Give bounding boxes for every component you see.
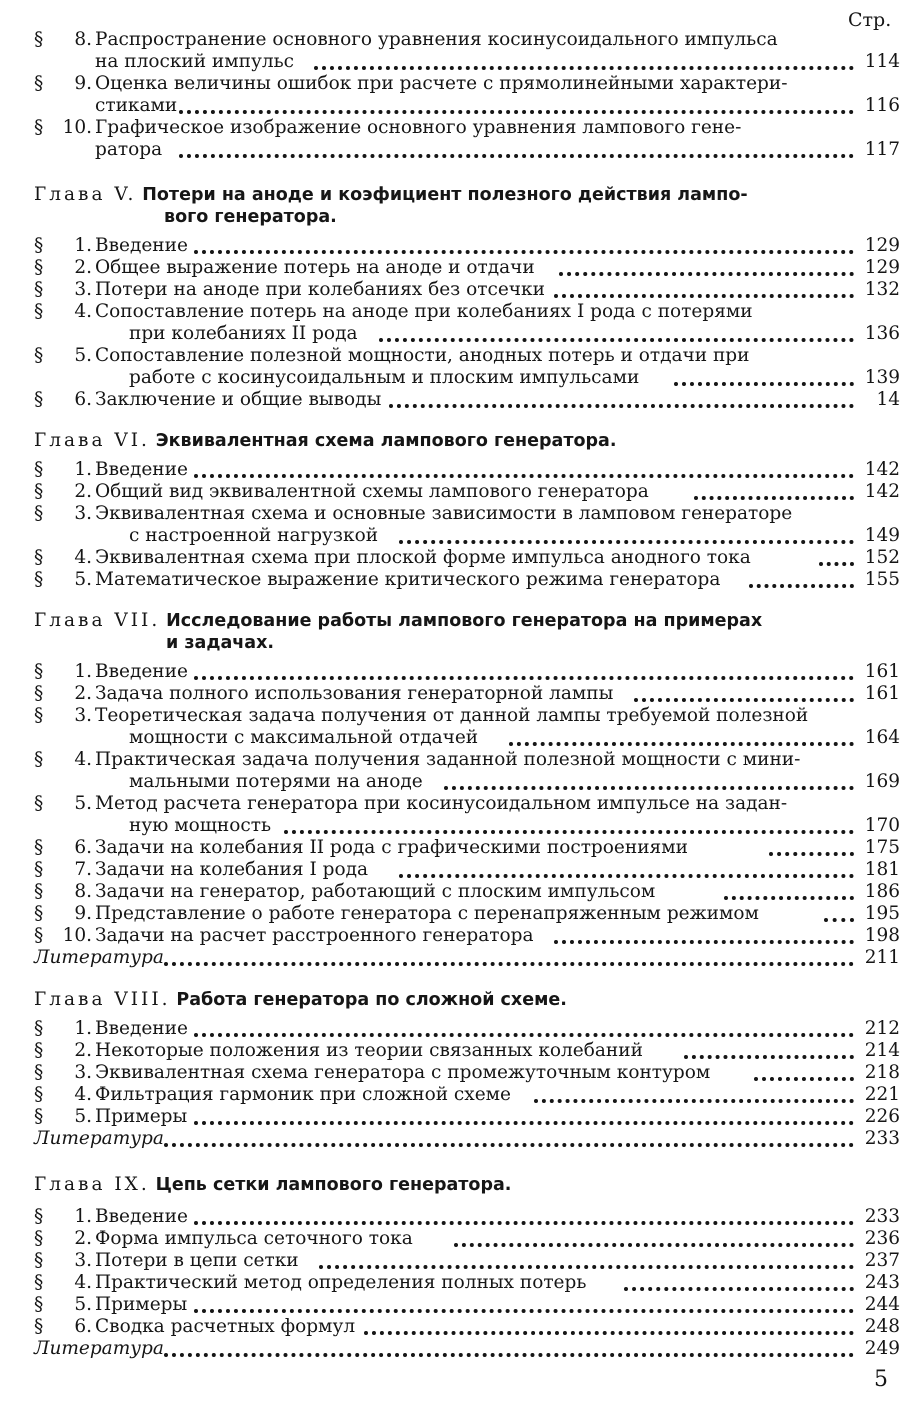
toc-entry: § 10. Задачи на расчет расстроенного генератора 198 (34, 925, 900, 946)
toc-entry: § 9. Представление о работе генератора с перенапряженным режимом 195 (34, 903, 900, 924)
toc-entry: § 4. Практический метод определения полных потерь 243 (34, 1272, 900, 1293)
toc-entry: § 5. Примеры 244 (34, 1294, 900, 1315)
chapter-heading: Глава VII. Исследование работы лампового генератора на примерах и задачах. (34, 610, 763, 653)
toc-entry: § 5. Метод расчета генератора при косинусоидальном импульсе на задан- (34, 793, 788, 814)
toc-entry-cont: на плоский импульс 114 (95, 51, 900, 72)
toc-entry: § 3. Эквивалентная схема и основные зависимости в ламповом генераторе (34, 503, 793, 524)
toc-entry: § 2. Некоторые положения из теории связанных колебаний 214 (34, 1040, 900, 1061)
toc-entry: § 9. Оценка величины ошибок при расчете с прямолинейными характери- (34, 73, 788, 94)
literature-entry: Литература 211 (34, 947, 900, 968)
toc-entry: § 1. Введение 212 (34, 1018, 900, 1039)
toc-entry: § 6. Задачи на колебания II рода с графическими построениями 175 (34, 837, 900, 858)
toc-entry: § 4. Эквивалентная схема при плоской форме импульса анодного тока 152 (34, 547, 900, 568)
toc-entry-cont: работе с косинусоидальным и плоским импульсами 139 (129, 367, 900, 388)
toc-entry: § 2. Форма импульса сеточного тока 236 (34, 1228, 900, 1249)
toc-entry: § 2. Общее выражение потерь на аноде и отдачи 129 (34, 257, 900, 278)
toc-entry: § 8. Распространение основного уравнения косинусоидального импульса (34, 29, 778, 50)
toc-entry: § 2. Общий вид эквивалентной схемы лампового генератора 142 (34, 481, 900, 502)
chapter-heading: Глава IX. Цепь сетки лампового генератора. (34, 1174, 512, 1195)
literature-entry: Литература 233 (34, 1128, 900, 1149)
toc-entry: § 5. Математическое выражение критического режима генератора 155 (34, 569, 900, 590)
toc-entry-cont: ратора 117 (95, 139, 900, 160)
toc-entry: § 4. Практическая задача получения заданной полезной мощности с мини- (34, 749, 801, 770)
toc-entry: § 7. Задачи на колебания I рода 181 (34, 859, 900, 880)
toc-entry: § 4. Фильтрация гармоник при сложной схеме 221 (34, 1084, 900, 1105)
toc-entry: § 3. Потери в цепи сетки 237 (34, 1250, 900, 1271)
toc-entry: § 3. Теоретическая задача получения от данной лампы требуемой полезной (34, 705, 809, 726)
toc-entry: § 10. Графическое изображение основного уравнения лампового гене- (34, 117, 742, 138)
toc-entry: § 6. Сводка расчетных формул 248 (34, 1316, 900, 1337)
toc-entry: § 1. Введение 233 (34, 1206, 900, 1227)
toc-entry: § 4. Сопоставление потерь на аноде при колебаниях I рода с потерями (34, 301, 753, 322)
toc-entry: § 5. Сопоставление полезной мощности, анодных потерь и отдачи при (34, 345, 750, 366)
toc-entry: § 3. Эквивалентная схема генератора с промежуточным контуром 218 (34, 1062, 900, 1083)
toc-entry: § 3. Потери на аноде при колебаниях без отсечки 132 (34, 279, 900, 300)
chapter-heading: Глава VI. Эквивалентная схема лампового генератора. (34, 430, 617, 451)
toc-entry-cont: ную мощность 170 (129, 815, 900, 836)
toc-entry-cont: с настроенной нагрузкой 149 (129, 525, 900, 546)
toc-entry-cont: при колебаниях II рода 136 (129, 323, 900, 344)
chapter-heading: Глава V. Потери на аноде и коэфициент полезного действия лампо- вого генератора. (34, 184, 748, 227)
toc-entry: § 1. Введение 142 (34, 459, 900, 480)
toc-entry: § 2. Задача полного использования генераторной лампы 161 (34, 683, 900, 704)
literature-entry: Литература 249 (34, 1338, 900, 1359)
chapter-heading: Глава VIII. Работа генератора по сложной схеме. (34, 989, 567, 1010)
page-number: 5 (874, 1367, 888, 1392)
toc-entry-cont: стиками 116 (95, 95, 900, 116)
toc-entry-cont: мощности с максимальной отдачей 164 (129, 727, 900, 748)
toc-entry: § 1. Введение 129 (34, 235, 900, 256)
toc-entry: § 5. Примеры 226 (34, 1106, 900, 1127)
toc-entry: § 1. Введение 161 (34, 661, 900, 682)
toc-entry: § 6. Заключение и общие выводы 14 (34, 389, 900, 410)
toc-entry: § 8. Задачи на генератор, работающий с плоским импульсом 186 (34, 881, 900, 902)
toc-entry-cont: мальными потерями на аноде 169 (129, 771, 900, 792)
page-column-label: Стр. (848, 9, 892, 31)
